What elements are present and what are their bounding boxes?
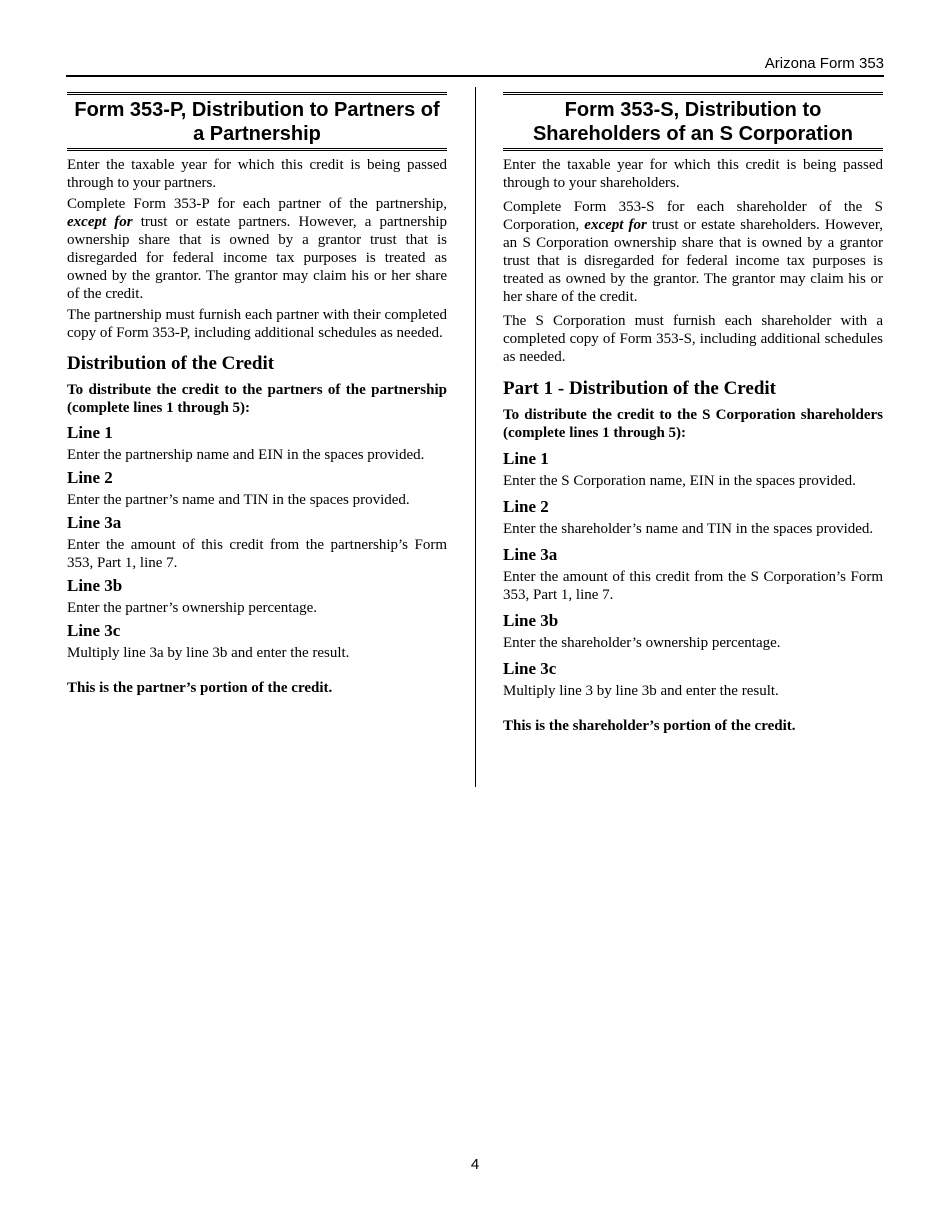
right-para-3: The S Corporation must furnish each shareholder with a completed copy of Form 353-S, including additional schedules as needed. xyxy=(503,313,883,365)
page-number: 4 xyxy=(470,1156,480,1173)
left-para-3: The partnership must furnish each partner with their completed copy of Form 353-P, including additional schedules as needed. xyxy=(67,307,447,341)
left-line-3b-heading: Line 3b xyxy=(67,576,123,595)
left-line-1-text: Enter the partnership name and EIN in the spaces provided. xyxy=(67,447,425,463)
right-line-3a-text: Enter the amount of this credit from the S Corporation’s Form 353, Part 1, line 7. xyxy=(503,569,883,603)
right-line-3c-heading: Line 3c xyxy=(503,659,557,678)
left-para-1: Enter the taxable year for which this credit is being passed through to your partners. xyxy=(67,157,447,191)
left-closing: This is the partner’s portion of the credit. xyxy=(67,680,333,696)
right-line-3b-heading: Line 3b xyxy=(503,611,559,630)
left-title: Form 353-P, Distribution to Partners of a Partnership xyxy=(67,92,447,151)
left-line-3b-text: Enter the partner’s ownership percentage. xyxy=(67,600,318,616)
left-section-title: Distribution of the Credit xyxy=(67,353,275,374)
header-rule xyxy=(66,75,884,77)
right-line-1-text: Enter the S Corporation name, EIN in the spaces provided. xyxy=(503,473,856,489)
right-para-1: Enter the taxable year for which this credit is being passed through to your shareholders. xyxy=(503,157,883,191)
left-line-2-heading: Line 2 xyxy=(67,468,113,487)
left-line-3a-heading: Line 3a xyxy=(67,513,122,532)
right-line-3c-text: Multiply line 3 by line 3b and enter the result. xyxy=(503,683,779,699)
right-line-2-text: Enter the shareholder’s name and TIN in the spaces provided. xyxy=(503,521,874,537)
right-line-3b-text: Enter the shareholder’s ownership percentage. xyxy=(503,635,781,651)
left-column xyxy=(67,92,447,697)
left-line-3c-text: Multiply line 3a by line 3b and enter the result. xyxy=(67,645,350,661)
left-line-1-heading: Line 1 xyxy=(67,423,113,442)
right-title: Form 353-S, Distribution to Shareholders of an S Corporation xyxy=(503,92,883,151)
right-column xyxy=(503,92,883,735)
right-para-2: Complete Form 353-S for each shareholder of the S Corporation, except for trust or estate shareholders. However, an S Corporation ownership share that is owned by a grantor trust that is disregarded for federal income tax purposes is treated as owned by the grantor. The grantor may claim his or her share of the credit. xyxy=(503,199,883,305)
left-section-sub: To distribute the credit to the partners of the partnership (complete lines 1 through 5): xyxy=(67,382,447,416)
left-line-3c-heading: Line 3c xyxy=(67,621,121,640)
right-closing: This is the shareholder’s portion of the credit. xyxy=(503,718,796,734)
right-section-title: Part 1 - Distribution of the Credit xyxy=(503,378,777,399)
right-line-2-heading: Line 2 xyxy=(503,497,549,516)
right-line-1-heading: Line 1 xyxy=(503,449,549,468)
column-divider xyxy=(475,87,476,787)
right-section-sub: To distribute the credit to the S Corporation shareholders (complete lines 1 through 5): xyxy=(503,407,883,441)
form-label: Arizona Form 353 xyxy=(764,55,884,72)
left-line-2-text: Enter the partner’s name and TIN in the spaces provided. xyxy=(67,492,410,508)
left-line-3a-text: Enter the amount of this credit from the partnership’s Form 353, Part 1, line 7. xyxy=(67,537,447,571)
right-line-3a-heading: Line 3a xyxy=(503,545,558,564)
left-para-2: Complete Form 353-P for each partner of the partnership, except for trust or estate partners. However, a partnership ownership share that is owned by a grantor trust that is disregarded for federal income tax purposes is treated as owned by the grantor. The grantor may claim his or her share of the credit. xyxy=(67,196,447,302)
